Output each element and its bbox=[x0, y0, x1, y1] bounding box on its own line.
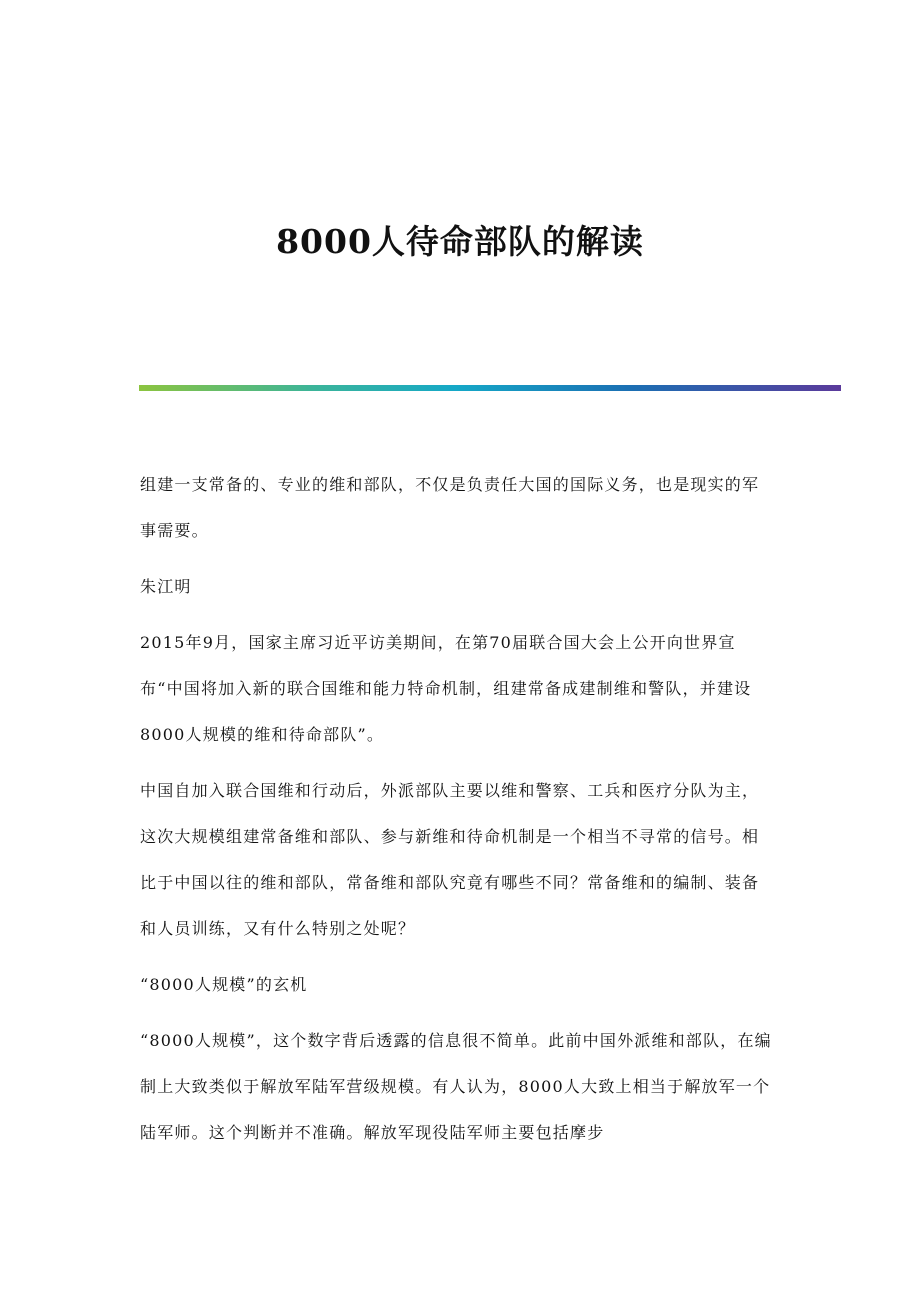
document-body bbox=[140, 462, 776, 1166]
paragraph-author: 朱江明 bbox=[140, 577, 192, 596]
document-title: 8000人待命部队的解读 bbox=[276, 222, 644, 261]
paragraph-analysis: “8000人规模”，这个数字背后透露的信息很不简单。此前中国外派维和部队，在编制上大致类似于解放军陆军营级规模。有人认为，8000人大致上相当于解放军一个陆军师。这个判断并不准确。解放军现役陆军师主要包括摩步 bbox=[140, 1031, 772, 1142]
paragraph-context: 中国自加入联合国维和行动后，外派部队主要以维和警察、工兵和医疗分队为主，这次大规模组建常备维和部队、参与新维和待命机制是一个相当不寻常的信号。相比于中国以往的维和部队，常备维和部队究竟有哪些不同？常备维和的编制、装备和人员训练，又有什么特别之处呢？ bbox=[140, 781, 760, 938]
gradient-divider bbox=[139, 385, 841, 391]
paragraph-announcement: 2015年9月，国家主席习近平访美期间，在第70届联合国大会上公开向世界宣布“中国将加入新的联合国维和能力特命机制，组建常备成建制维和警队，并建设8000人规模的维和待命部队”。 bbox=[140, 633, 752, 744]
section-heading: “8000人规模”的玄机 bbox=[140, 975, 308, 994]
paragraph-lead: 组建一支常备的、专业的维和部队，不仅是负责任大国的国际义务，也是现实的军事需要。 bbox=[140, 475, 760, 540]
